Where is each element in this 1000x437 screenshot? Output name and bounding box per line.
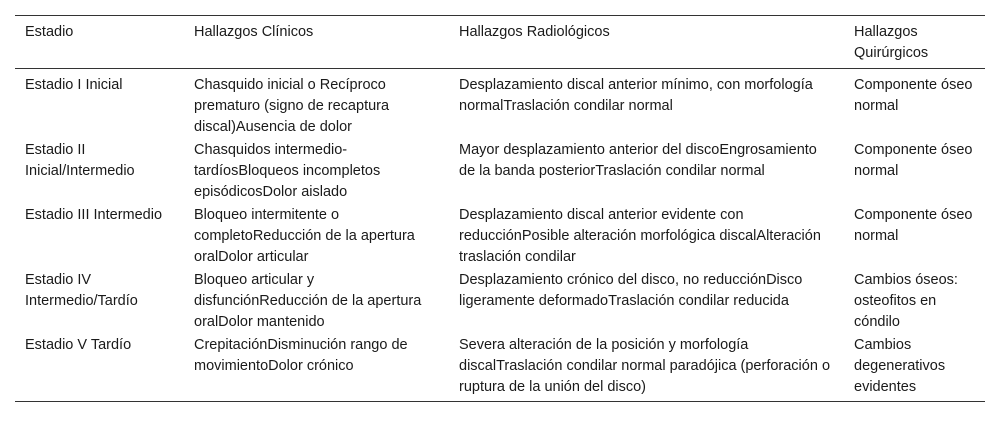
cell-radiologicos: Mayor desplazamiento anterior del discoEngrosamiento de la banda posteriorTraslación condilar normal [459, 142, 817, 179]
cell-clinicos: Chasquido inicial o Recíproco prematuro (signo de recaptura discal)Ausencia de dolor [194, 77, 390, 135]
header-hallazgos-radiologicos: Hallazgos Radiológicos [459, 24, 610, 40]
header-hallazgos-quirurgicos: Hallazgos Quirúrgicos [854, 24, 929, 61]
cell-radiologicos: Severa alteración de la posición y morfología discalTraslación condilar normal paradójica (perforación o ruptura de la unión del disco) [459, 337, 831, 395]
table-row [15, 204, 985, 269]
cell-quirurgicos: Componente óseo normal [854, 207, 973, 244]
cell-clinicos: Bloqueo intermitente o completoReducción de la apertura oralDolor articular [194, 207, 415, 265]
cell-radiologicos: Desplazamiento discal anterior mínimo, con morfología normalTraslación condilar normal [459, 77, 813, 114]
table-row [15, 139, 985, 204]
cell-estadio: Estadio IV Intermedio/Tardío [25, 272, 138, 309]
cell-quirurgicos: Componente óseo normal [854, 77, 973, 114]
table-row [15, 269, 985, 334]
table-row [15, 334, 985, 402]
cell-estadio: Estadio I Inicial [25, 77, 123, 93]
table-header [15, 16, 985, 69]
header-hallazgos-clinicos: Hallazgos Clínicos [194, 24, 314, 40]
cell-quirurgicos: Cambios degenerativos evidentes [854, 337, 946, 395]
cell-quirurgicos: Cambios óseos: osteofitos en cóndilo [854, 272, 958, 330]
staging-table-container [15, 15, 985, 402]
header-row [15, 16, 985, 69]
cell-estadio: Estadio V Tardío [25, 337, 132, 353]
cell-clinicos: Bloqueo articular y disfunciónReducción de la apertura oralDolor mantenido [194, 272, 422, 330]
cell-radiologicos: Desplazamiento discal anterior evidente con reducciónPosible alteración morfológica discalAlteración traslación condilar [459, 207, 821, 265]
cell-clinicos: Chasquidos intermedio-tardíosBloqueos incompletos episódicosDolor aislado [194, 142, 381, 200]
cell-estadio: Estadio II Inicial/Intermedio [25, 142, 135, 179]
cell-quirurgicos: Componente óseo normal [854, 142, 973, 179]
table-body [15, 69, 985, 402]
cell-clinicos: CrepitaciónDisminución rango de movimientoDolor crónico [194, 337, 408, 374]
table-row [15, 69, 985, 140]
cell-radiologicos: Desplazamiento crónico del disco, no reducciónDisco ligeramente deformadoTraslación condilar reducida [459, 272, 803, 309]
staging-table [15, 15, 985, 402]
cell-estadio: Estadio III Intermedio [25, 207, 163, 223]
header-estadio: Estadio [25, 24, 74, 40]
